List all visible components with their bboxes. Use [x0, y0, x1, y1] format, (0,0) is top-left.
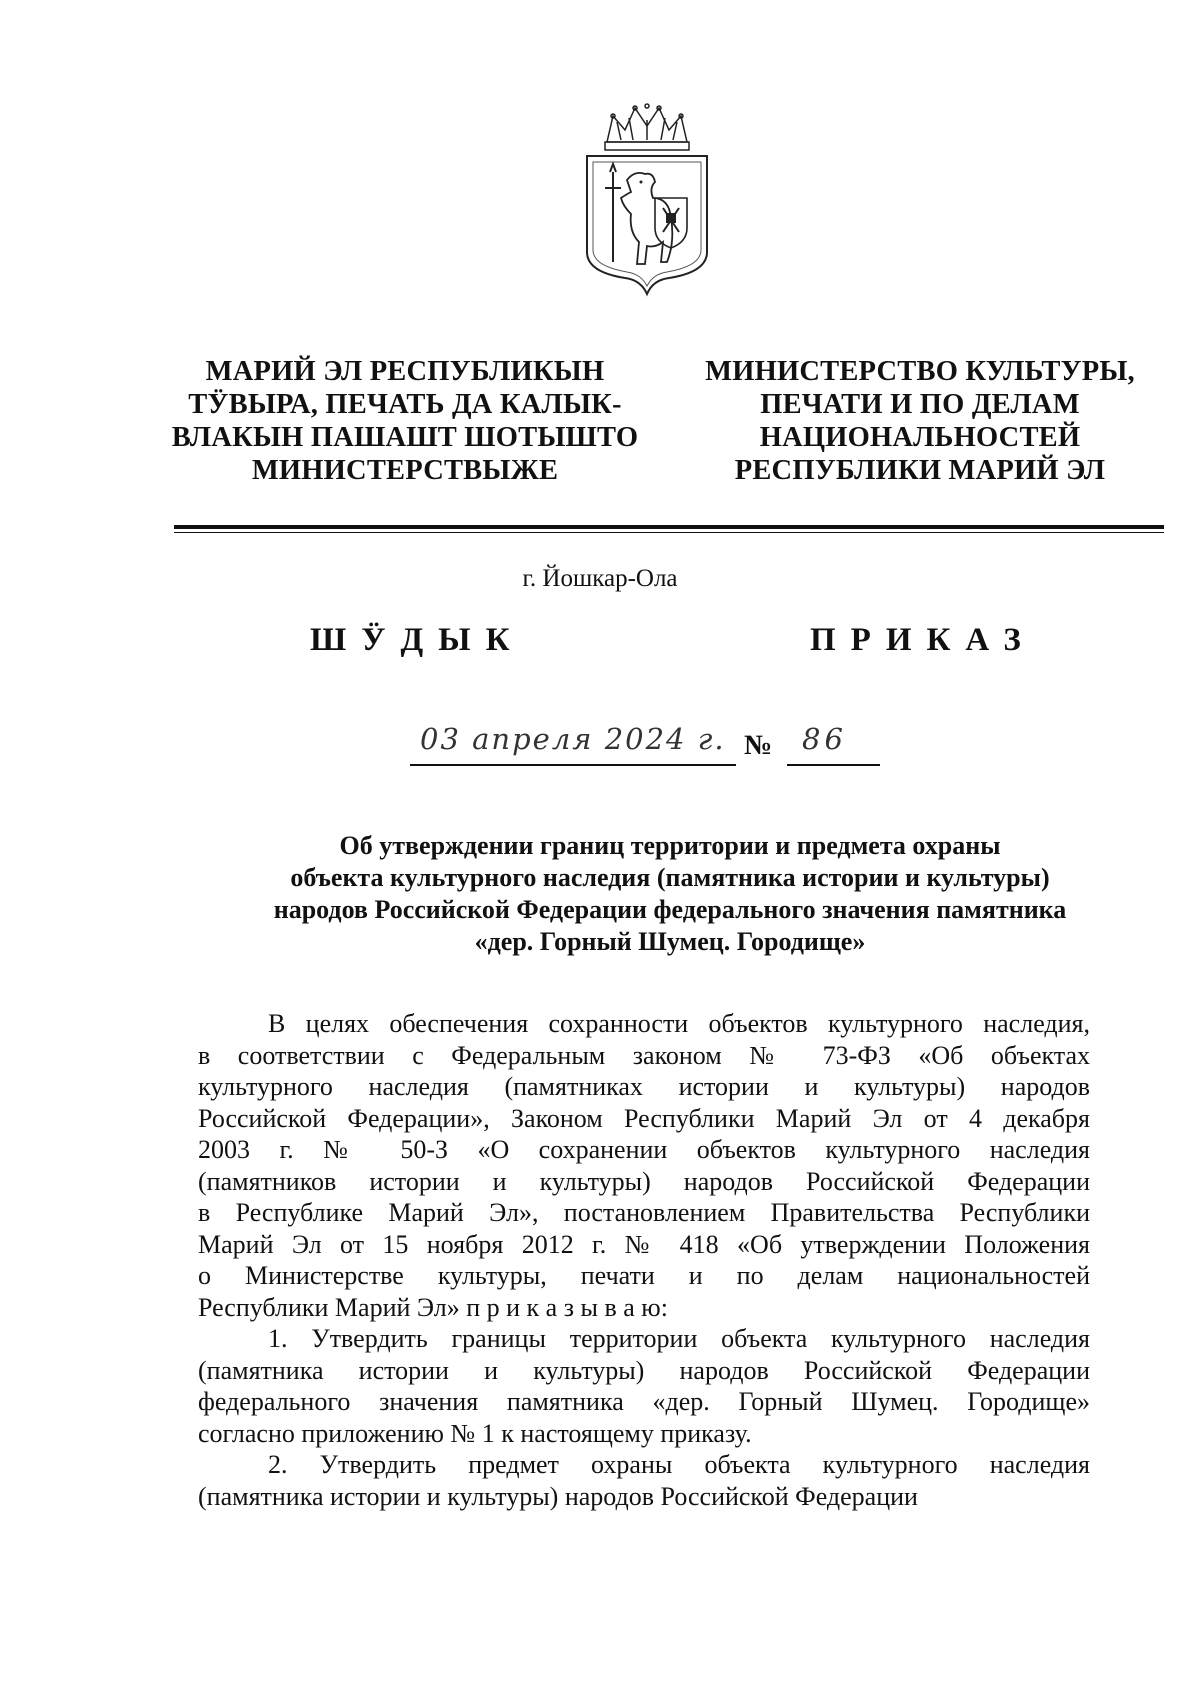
- order-title-line: народов Российской Федерации федерального значения памятника: [273, 895, 1067, 924]
- org-name-mari-line: МИНИСТЕРСТВЫЖЕ: [251, 455, 559, 486]
- org-name-mari-line: ТӰВЫРА, ПЕЧАТЬ ДА КАЛЫК-: [188, 389, 622, 420]
- body-line: В целях обеспечения сохранности объектов культурного наследия,: [268, 1009, 1090, 1038]
- body-line: о Министерстве культуры, печати и по делам национальностей: [198, 1261, 1090, 1290]
- body-line: согласно приложению № 1 к настоящему приказу.: [198, 1418, 752, 1448]
- body-line: в Республике Марий Эл», постановлением Правительства Республики: [198, 1198, 1090, 1227]
- body-line: культурного наследия (памятниках истории и культуры) народов: [198, 1072, 1090, 1101]
- body-line: 2. Утвердить предмет охраны объекта культурного наследия: [268, 1450, 1090, 1479]
- org-name-russian-line: ПЕЧАТИ И ПО ДЕЛАМ: [760, 389, 1080, 420]
- number-sign: №: [744, 730, 773, 761]
- order-title: [170, 830, 1170, 958]
- header-divider: [174, 525, 1164, 529]
- doc-type-russian: ПРИКАЗ: [810, 622, 1036, 658]
- order-title-line: объекта культурного наследия (памятника истории и культуры): [290, 863, 1050, 892]
- body-line: Республики Марий Эл» п р и к а з ы в а ю:: [198, 1292, 668, 1322]
- order-number-handwritten: 86: [802, 722, 847, 756]
- body-line: (памятника истории и культуры) народов Российской Федерации: [198, 1481, 918, 1511]
- city-name: г. Йошкар-Ола: [522, 565, 678, 592]
- order-date-number: [410, 720, 880, 780]
- number-underline: [787, 764, 880, 766]
- order-body: [198, 1008, 1090, 1512]
- org-name-mari-line: МАРИЙ ЭЛ РЕСПУБЛИКЫН: [205, 356, 605, 387]
- body-line: (памятников истории и культуры) народов Российской Федерации: [198, 1166, 1090, 1196]
- date-underline: [410, 764, 736, 766]
- order-title-line: «дер. Горный Шумец. Городище»: [474, 927, 866, 956]
- order-date-handwritten: 03 апреля 2024 г.: [420, 722, 726, 756]
- order-title-line: Об утверждении границ территории и предмета охраны: [339, 831, 1001, 860]
- org-name-russian-line: МИНИСТЕРСТВО КУЛЬТУРЫ,: [705, 356, 1135, 387]
- org-name-russian-line: РЕСПУБЛИКИ МАРИЙ ЭЛ: [734, 455, 1106, 486]
- body-line: Российской Федерации», Законом Республики Марий Эл от 4 декабря: [198, 1103, 1090, 1133]
- org-name-mari-line: ВЛАКЫН ПАШАШТ ШОТЫШТО: [171, 422, 639, 453]
- body-line: федерального значения памятника «дер. Горный Шумец. Городище»: [198, 1387, 1090, 1416]
- org-name-russian-line: НАЦИОНАЛЬНОСТЕЙ: [759, 422, 1081, 453]
- org-name-russian: [700, 355, 1140, 487]
- doc-type-mari: ШӰДЫК: [310, 622, 525, 658]
- body-line: в соответствии с Федеральным законом № 73-ФЗ «Об объектах: [198, 1040, 1090, 1070]
- org-name-mari: [160, 355, 650, 487]
- header-divider-thin: [174, 532, 1164, 533]
- body-line: 1. Утвердить границы территории объекта культурного наследия: [268, 1324, 1090, 1353]
- coat-of-arms-icon: [583, 102, 711, 300]
- body-line: (памятника истории и культуры) народов Российской Федерации: [198, 1355, 1090, 1385]
- body-line: Марий Эл от 15 ноября 2012 г. № 418 «Об утверждении Положения: [198, 1229, 1090, 1259]
- body-line: 2003 г. № 50-З «О сохранении объектов культурного наследия: [198, 1135, 1090, 1164]
